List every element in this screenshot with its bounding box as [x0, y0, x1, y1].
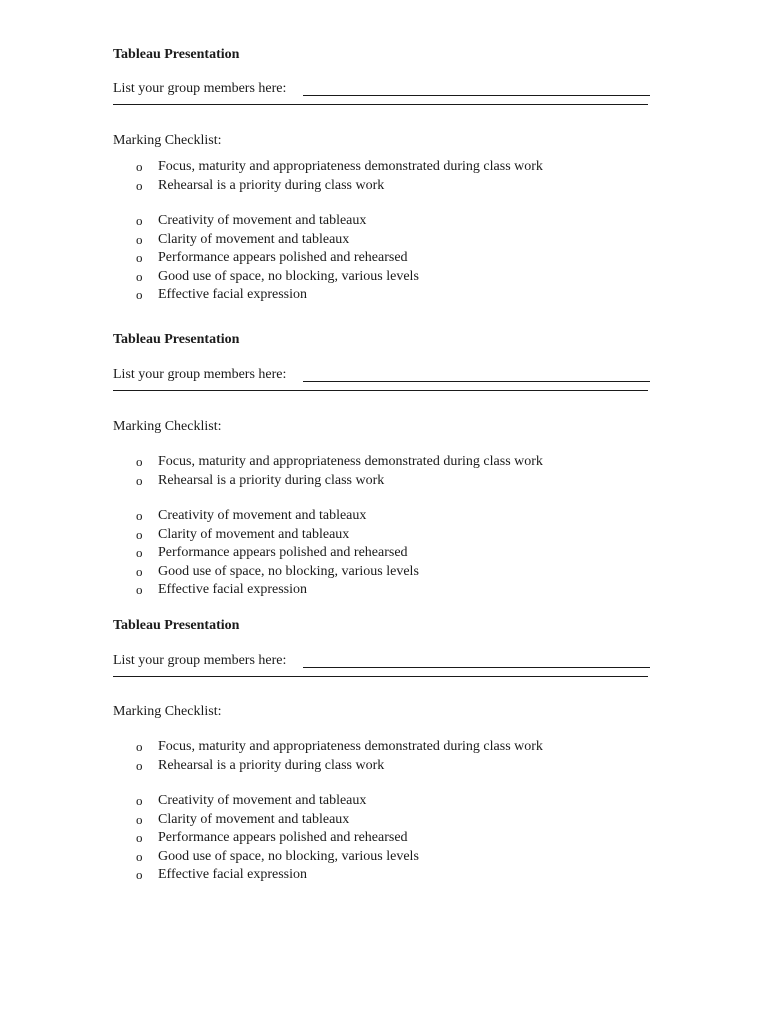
checklist-item	[136, 811, 419, 830]
bullet-icon: o	[136, 793, 143, 808]
checklist-item-text: Clarity of movement and tableaux	[158, 811, 350, 827]
group-members-row	[113, 652, 650, 672]
checklist-item	[136, 581, 419, 600]
checklist-item-text: Effective facial expression	[158, 867, 308, 882]
checklist-item-text: Performance appears polished and rehearsed	[158, 545, 408, 560]
checklist-group-b	[136, 212, 419, 305]
checklist-item	[136, 829, 419, 848]
bullet-icon: o	[136, 231, 143, 247]
marking-checklist-label: Marking Checklist:	[113, 419, 222, 434]
group-members-label: List your group members here:	[113, 367, 287, 382]
bullet-icon: o	[136, 739, 143, 754]
checklist-group-a	[136, 158, 543, 195]
checklist-item	[136, 848, 419, 867]
checklist-item-text: Clarity of movement and tableaux	[158, 231, 350, 247]
bullet-icon: o	[136, 545, 143, 560]
checklist-item	[136, 738, 543, 757]
checklist-item	[136, 563, 419, 582]
bullet-icon: o	[136, 159, 143, 174]
bullet-icon: o	[136, 268, 143, 284]
group-members-blank-line-2[interactable]	[113, 676, 648, 677]
checklist-item	[136, 866, 419, 885]
checklist-item	[136, 212, 419, 231]
group-members-blank-line[interactable]	[303, 95, 650, 96]
checklist-item	[136, 249, 419, 268]
checklist-item-text: Rehearsal is a priority during class work	[158, 472, 385, 488]
checklist-item	[136, 231, 419, 250]
group-members-blank-line[interactable]	[303, 667, 650, 668]
section-title: Tableau Presentation	[113, 618, 240, 633]
checklist-item-text: Performance appears polished and rehearsed	[158, 830, 408, 845]
group-members-row	[113, 80, 650, 100]
checklist-item-text: Rehearsal is a priority during class work	[158, 177, 385, 193]
checklist-item	[136, 792, 419, 811]
bullet-icon: o	[136, 213, 143, 228]
checklist-group-b	[136, 792, 419, 885]
checklist-item	[136, 177, 543, 196]
group-members-blank-line[interactable]	[303, 381, 650, 382]
checklist-item	[136, 286, 419, 305]
bullet-icon: o	[136, 177, 143, 193]
checklist-item-text: Good use of space, no blocking, various levels	[158, 268, 419, 284]
group-members-label: List your group members here:	[113, 81, 287, 96]
bullet-icon: o	[136, 757, 143, 773]
bullet-icon: o	[136, 250, 143, 265]
checklist-item	[136, 158, 543, 177]
checklist-group-a	[136, 453, 543, 490]
checklist-item	[136, 507, 419, 526]
marking-checklist-label: Marking Checklist:	[113, 133, 222, 148]
checklist-item	[136, 526, 419, 545]
checklist-item-text: Effective facial expression	[158, 287, 308, 302]
bullet-icon: o	[136, 563, 143, 579]
checklist-item-text: Good use of space, no blocking, various levels	[158, 563, 419, 579]
checklist-item	[136, 268, 419, 287]
bullet-icon: o	[136, 472, 143, 488]
group-members-row	[113, 366, 650, 386]
checklist-item-text: Creativity of movement and tableaux	[158, 508, 367, 523]
checklist-item-text: Focus, maturity and appropriateness demonstrated during class work	[158, 739, 543, 754]
checklist-item-text: Rehearsal is a priority during class work	[158, 757, 385, 773]
bullet-icon: o	[136, 582, 143, 597]
checklist-item-text: Focus, maturity and appropriateness demonstrated during class work	[158, 159, 543, 174]
section-title: Tableau Presentation	[113, 332, 240, 347]
checklist-item	[136, 757, 543, 776]
checklist-item	[136, 472, 543, 491]
checklist-item-text: Good use of space, no blocking, various levels	[158, 848, 419, 864]
bullet-icon: o	[136, 848, 143, 864]
bullet-icon: o	[136, 830, 143, 845]
checklist-item	[136, 544, 419, 563]
bullet-icon: o	[136, 508, 143, 523]
bullet-icon: o	[136, 526, 143, 542]
checklist-group-b	[136, 507, 419, 600]
section-title: Tableau Presentation	[113, 47, 240, 62]
checklist-item-text: Creativity of movement and tableaux	[158, 213, 367, 228]
checklist-item-text: Performance appears polished and rehearsed	[158, 250, 408, 265]
checklist-item-text: Effective facial expression	[158, 582, 308, 597]
group-members-blank-line-2[interactable]	[113, 104, 648, 105]
marking-checklist-label: Marking Checklist:	[113, 704, 222, 719]
checklist-group-a	[136, 738, 543, 775]
bullet-icon: o	[136, 454, 143, 469]
bullet-icon: o	[136, 287, 143, 302]
group-members-label: List your group members here:	[113, 653, 287, 668]
checklist-item-text: Focus, maturity and appropriateness demonstrated during class work	[158, 454, 543, 469]
group-members-blank-line-2[interactable]	[113, 390, 648, 391]
checklist-item-text: Clarity of movement and tableaux	[158, 526, 350, 542]
checklist-item	[136, 453, 543, 472]
bullet-icon: o	[136, 811, 143, 827]
bullet-icon: o	[136, 867, 143, 882]
checklist-item-text: Creativity of movement and tableaux	[158, 793, 367, 808]
